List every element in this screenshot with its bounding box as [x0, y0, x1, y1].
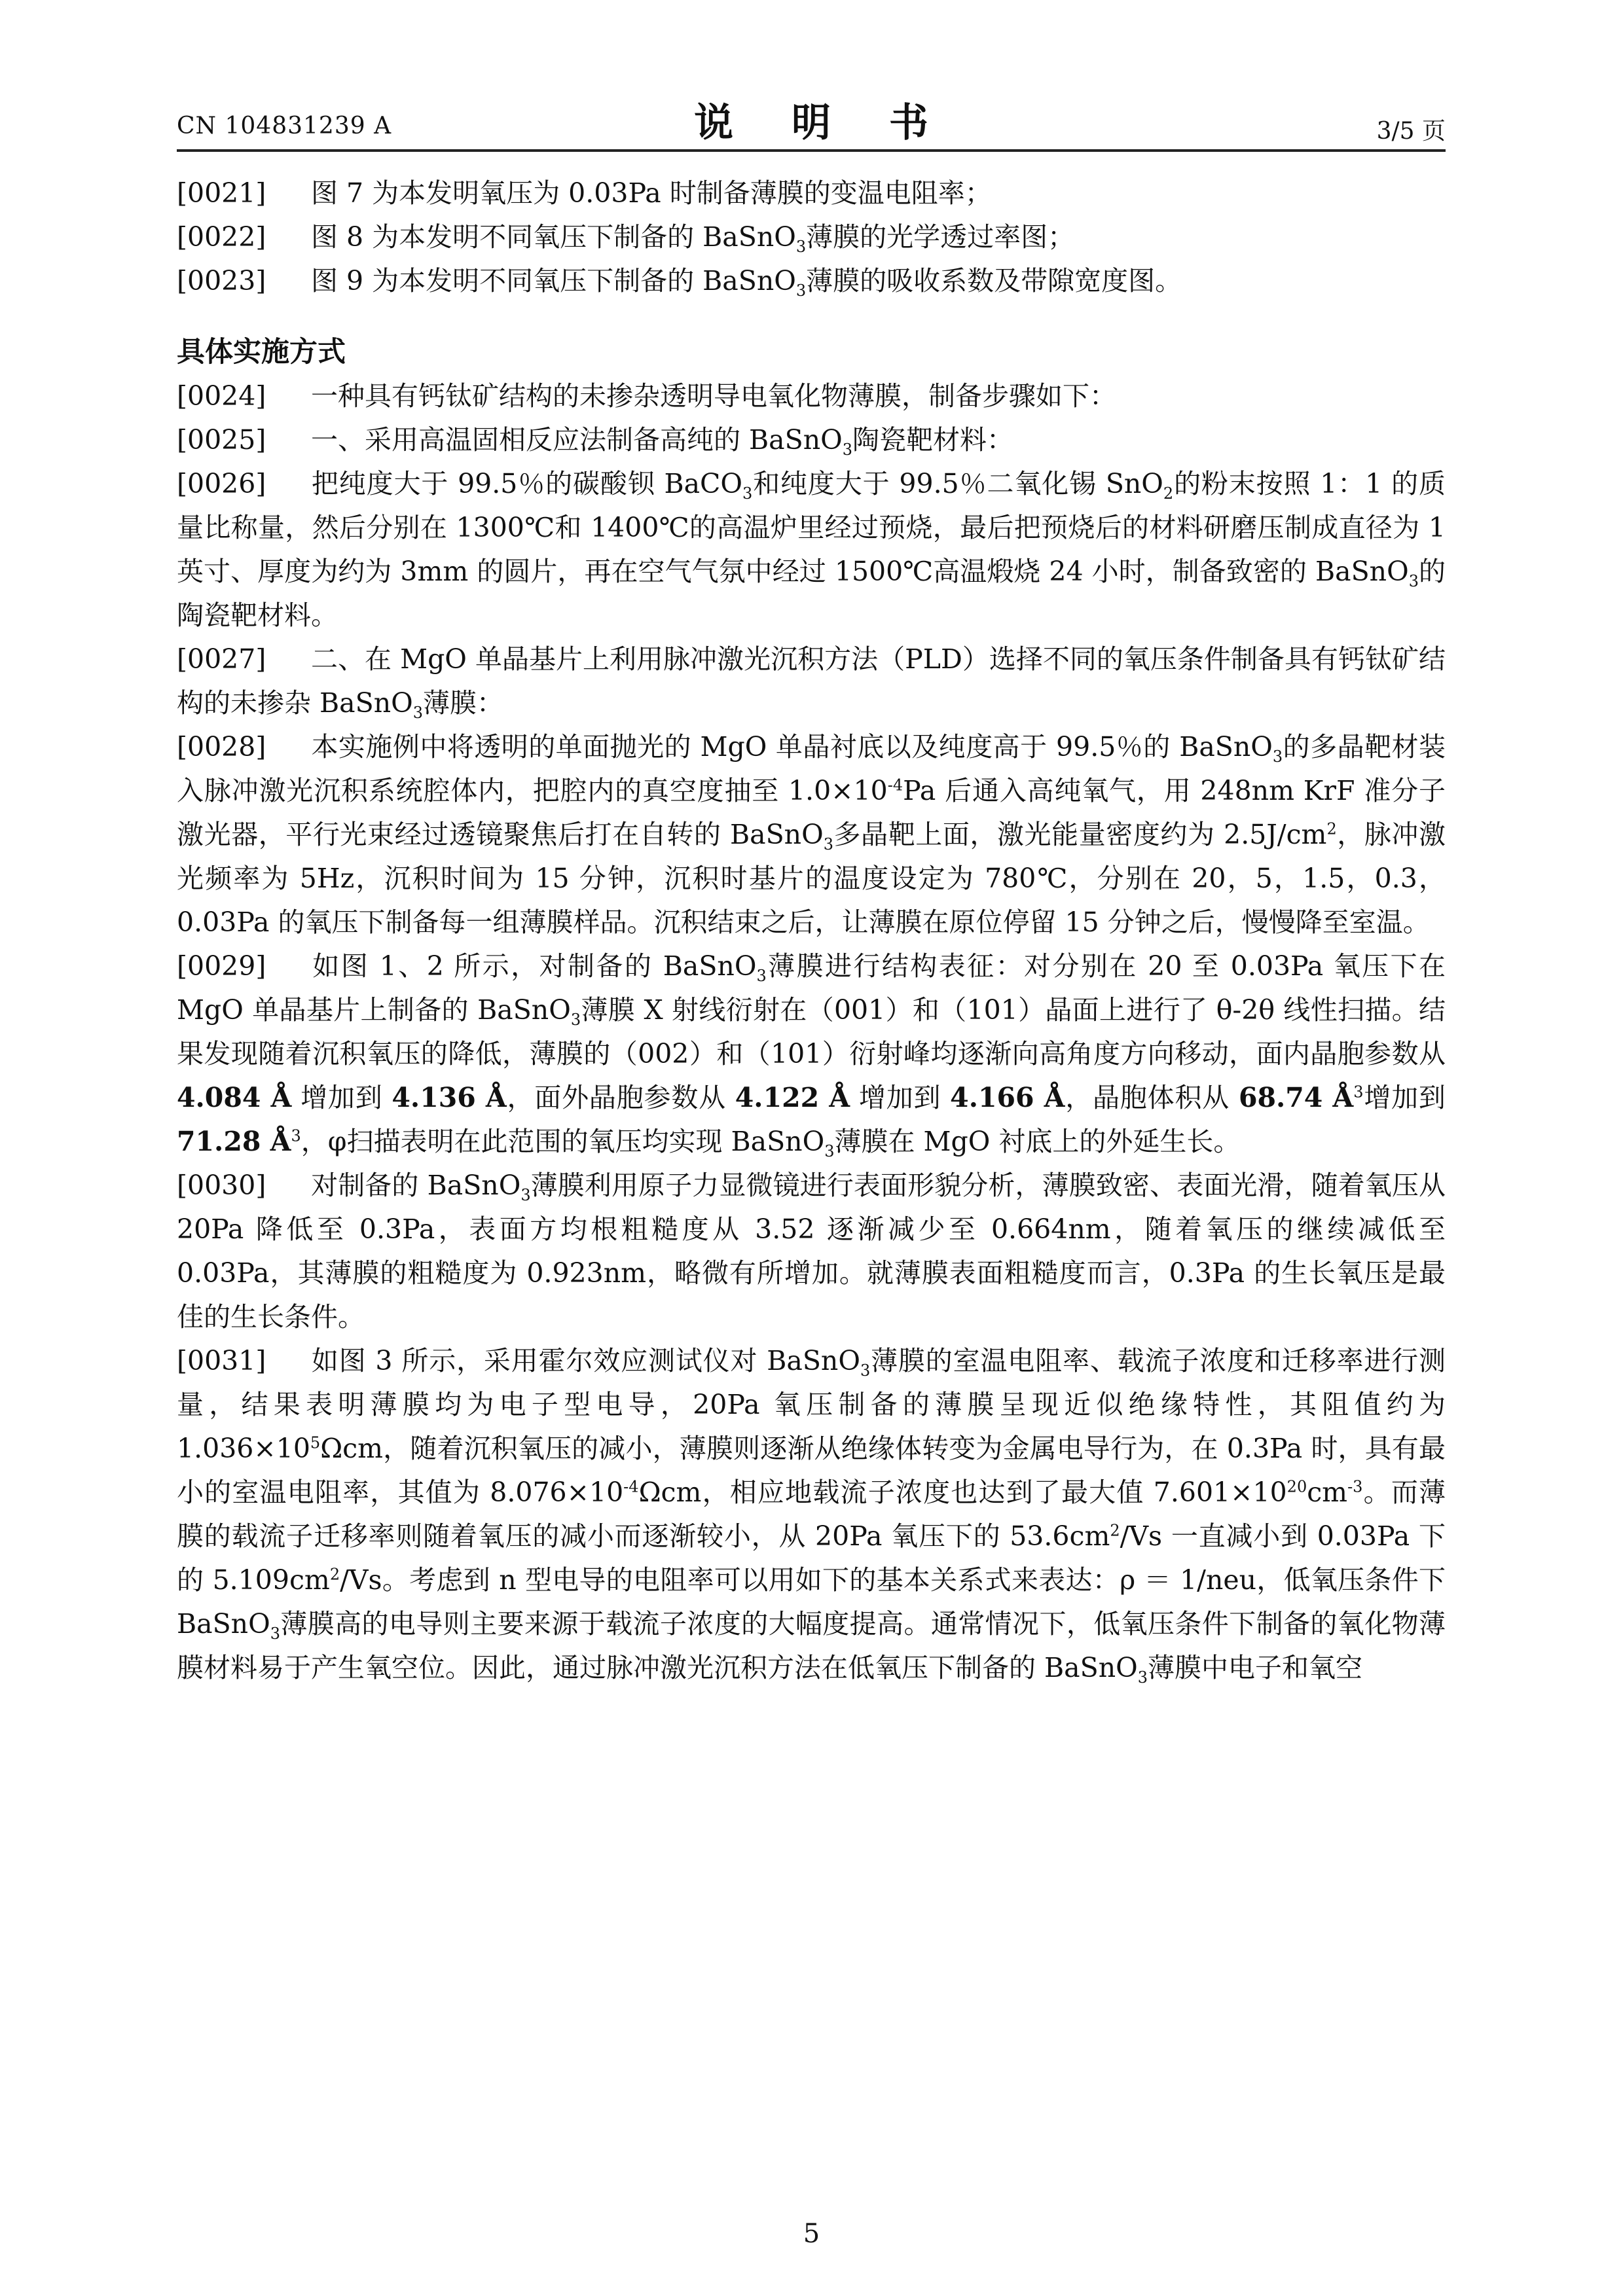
lattice-value: 4.122 Å — [735, 1082, 850, 1113]
document-title: 说 明 书 — [694, 100, 951, 146]
paragraph-number: [0031] — [177, 1345, 266, 1376]
paragraph-text: 薄膜的吸收系数及带隙宽度图。 — [806, 265, 1182, 296]
paragraph-text: /Vs 一直减小到 0.03Pa 下的 5.109cm — [177, 1520, 1446, 1596]
paragraph-number: [0024] — [177, 380, 266, 412]
paragraph-text: 薄膜进行结构表征：对分别在 20 至 0.03Pa 氧压下在 MgO 单晶基片上制备的 BaSnO — [177, 950, 1446, 1026]
subscript: 2 — [1163, 484, 1174, 503]
document-body — [177, 171, 1446, 1690]
paragraph-text: 增加到 — [850, 1082, 951, 1113]
page-number: 5 — [803, 2219, 820, 2249]
paragraph-text: cm — [1307, 1477, 1348, 1508]
paragraph-0023 — [177, 259, 1446, 303]
paragraph-text: /Vs。考虑到 n 型电导的电阻率可以用如下的基本关系式来表达：ρ ＝ 1/neu，低氧压条件下 BaSnO — [177, 1564, 1446, 1640]
lattice-value: 4.166 Å — [950, 1082, 1065, 1113]
paragraph-text: 薄膜高的电导则主要来源于载流子浓度的大幅度提高。通常情况下，低氧压条件下制备的氧化物薄膜材料易于产生氧空位。因此，通过脉冲激光沉积方法在低氧压下制备的 BaSnO — [177, 1608, 1446, 1683]
paragraph-0021 — [177, 171, 1446, 215]
volume-value: 71.28 Å — [177, 1126, 291, 1157]
paragraph-0026 — [177, 462, 1446, 637]
subscript: 3 — [1408, 572, 1419, 591]
subscript: 3 — [412, 704, 423, 723]
paragraph-0027 — [177, 637, 1446, 725]
paragraph-text: 增加到 — [1363, 1082, 1446, 1113]
superscript: 2 — [1110, 1521, 1120, 1540]
superscript: 5 — [310, 1433, 321, 1452]
paragraph-text: 图 8 为本发明不同氧压下制备的 BaSnO — [311, 221, 796, 253]
subscript: 3 — [1137, 1668, 1148, 1687]
page-header — [177, 92, 1446, 151]
superscript: 20 — [1286, 1477, 1307, 1496]
page-label: 3/5 页 — [1376, 118, 1446, 145]
paragraph-text: 薄膜： — [423, 687, 503, 719]
paragraph-text: 薄膜中电子和氧空 — [1148, 1652, 1362, 1683]
paragraph-0029 — [177, 944, 1446, 1164]
superscript: 3 — [291, 1126, 301, 1145]
paragraph-text: 多晶靶上面，激光能量密度约为 2.5J/cm — [833, 819, 1327, 850]
subscript: 3 — [270, 1624, 280, 1643]
subscript: 3 — [520, 1186, 531, 1205]
paragraph-text: 如图 3 所示，采用霍尔效应测试仪对 BaSnO — [311, 1345, 860, 1376]
paragraph-0022 — [177, 215, 1446, 259]
paragraph-0028 — [177, 725, 1446, 944]
paragraph-text: 图 7 为本发明氧压为 0.03Pa 时制备薄膜的变温电阻率； — [311, 177, 992, 209]
paragraph-0024 — [177, 374, 1446, 418]
paragraph-text: 陶瓷靶材料： — [852, 424, 1013, 456]
paragraph-number: [0025] — [177, 424, 266, 456]
paragraph-text: 薄膜的光学透过率图； — [806, 221, 1075, 253]
paragraph-0025 — [177, 418, 1446, 462]
subscript: 3 — [742, 484, 753, 503]
paragraph-number: [0021] — [177, 177, 266, 209]
lattice-value: 4.084 Å — [177, 1082, 292, 1113]
paragraph-text: ，晶胞体积从 — [1065, 1082, 1239, 1113]
volume-value: 68.74 Å — [1238, 1082, 1354, 1113]
paragraph-0031 — [177, 1339, 1446, 1690]
paragraph-text: 一种具有钙钛矿结构的未掺杂透明导电氧化物薄膜，制备步骤如下： — [311, 380, 1116, 412]
document-number: CN 104831239 A — [177, 113, 392, 139]
paragraph-number: [0027] — [177, 643, 266, 675]
paragraph-text: ，脉冲激光频率为 5Hz，沉积时间为 15 分钟，沉积时基片的温度设定为 780℃，分别在 20，5，1.5，0.3，0.03Pa 的氧压下制备每一组薄膜样品。沉积结束之后，让薄膜在原位停留 15 分钟之后，慢慢降至室温。 — [177, 819, 1446, 938]
subscript: 3 — [860, 1361, 871, 1380]
paragraph-text: 薄膜在 MgO 衬底上的外延生长。 — [834, 1126, 1241, 1157]
spacer — [177, 303, 1446, 331]
subscript: 3 — [823, 835, 833, 854]
paragraph-text: 和纯度大于 99.5％二氧化锡 SnO — [752, 468, 1163, 499]
header-rule — [177, 149, 1446, 152]
superscript: 2 — [329, 1565, 340, 1584]
paragraph-number: [0030] — [177, 1170, 266, 1201]
paragraph-text: 。而薄膜的载流子迁移率则随着氧压的减小而逐渐较小，从 20Pa 氧压下的 53.6cm — [177, 1477, 1446, 1552]
section-title: 具体实施方式 — [177, 336, 346, 368]
superscript: -4 — [887, 776, 903, 795]
paragraph-number: [0029] — [177, 950, 266, 982]
paragraph-0030 — [177, 1164, 1446, 1339]
subscript: 3 — [795, 281, 807, 300]
subscript: 3 — [842, 440, 852, 459]
paragraph-text: 薄膜 X 射线衍射在（001）和（101）晶面上进行了 θ-2θ 线性扫描。结果发现随着沉积氧压的降低，薄膜的（002）和（101）衍射峰均逐渐向高角度方向移动，面内晶胞参数从 — [177, 994, 1446, 1069]
paragraph-text: 的粉末按照 1：1 的质量比称量，然后分别在 1300℃和 1400℃的高温炉里经过预烧，最后把预烧后的材料研磨压制成直径为 1 英寸、厚度为约为 3mm 的圆片，再在空气气氛中经过 1500℃高温煅烧 24 小时，制备致密的 BaSnO — [177, 468, 1446, 587]
superscript: -4 — [623, 1477, 639, 1496]
superscript: 2 — [1326, 819, 1337, 838]
subscript: 3 — [824, 1142, 835, 1161]
paragraph-number: [0022] — [177, 221, 266, 253]
paragraph-text: 的多晶靶材装入脉冲激光沉积系统腔体内，把腔内的真空度抽至 1.0×10 — [177, 731, 1446, 806]
paragraph-text: 的陶瓷靶材料。 — [177, 556, 1446, 631]
subscript: 3 — [795, 238, 807, 257]
paragraph-text: 把纯度大于 99.5％的碳酸钡 BaCO — [311, 468, 743, 499]
paragraph-number: [0026] — [177, 468, 266, 499]
paragraph-text: Ωcm，相应地载流子浓度也达到了最大值 7.601×10 — [638, 1477, 1287, 1508]
paragraph-number: [0023] — [177, 265, 266, 296]
paragraph-text: 薄膜的室温电阻率、载流子浓度和迁移率进行测量，结果表明薄膜均为电子型电导，20Pa 氧压制备的薄膜呈现近似绝缘特性，其阻值约为 1.036×10 — [177, 1345, 1446, 1464]
paragraph-text: 一、采用高温固相反应法制备高纯的 BaSnO — [311, 424, 843, 456]
paragraph-text: 二、在 MgO 单晶基片上利用脉冲激光沉积方法（PLD）选择不同的氧压条件制备具有钙钛矿结构的未掺杂 BaSnO — [177, 643, 1446, 719]
paragraph-text: 增加到 — [291, 1082, 392, 1113]
paragraph-text: Pa 后通入高纯氧气，用 248nm KrF 准分子激光器，平行光束经过透镜聚焦后打在自转的 BaSnO — [177, 775, 1446, 850]
subscript: 3 — [570, 1011, 581, 1030]
subscript: 3 — [1272, 747, 1283, 766]
lattice-value: 4.136 Å — [392, 1082, 507, 1113]
paragraph-text: ，φ扫描表明在此范围的氧压均实现 BaSnO — [301, 1126, 825, 1157]
paragraph-text: 图 9 为本发明不同氧压下制备的 BaSnO — [311, 265, 796, 296]
paragraph-text: ，面外晶胞参数从 — [506, 1082, 735, 1113]
subscript: 3 — [756, 967, 767, 986]
paragraph-number: [0028] — [177, 731, 266, 762]
paragraph-text: 如图 1、2 所示，对制备的 BaSnO — [311, 950, 757, 982]
superscript: 3 — [1353, 1083, 1364, 1102]
paragraph-text: 薄膜利用原子力显微镜进行表面形貌分析，薄膜致密、表面光滑，随着氧压从 20Pa 降低至 0.3Pa，表面方均根粗糙度从 3.52 逐渐减少至 0.664nm，随着氧压的继续减低至 0.03Pa，其薄膜的粗糙度为 0.923nm，略微有所增加。就薄膜表面粗糙度而言，0.3Pa 的生长氧压是最佳的生长条件。 — [177, 1170, 1446, 1333]
paragraph-text: Ωcm，随着沉积氧压的减小，薄膜则逐渐从绝缘体转变为金属电导行为，在 0.3Pa 时，具有最小的室温电阻率，其值为 8.076×10 — [177, 1433, 1446, 1508]
paragraph-text: 对制备的 BaSnO — [311, 1170, 521, 1201]
superscript: -3 — [1347, 1477, 1363, 1496]
paragraph-text: 本实施例中将透明的单面抛光的 MgO 单晶衬底以及纯度高于 99.5％的 BaSnO — [311, 731, 1273, 762]
